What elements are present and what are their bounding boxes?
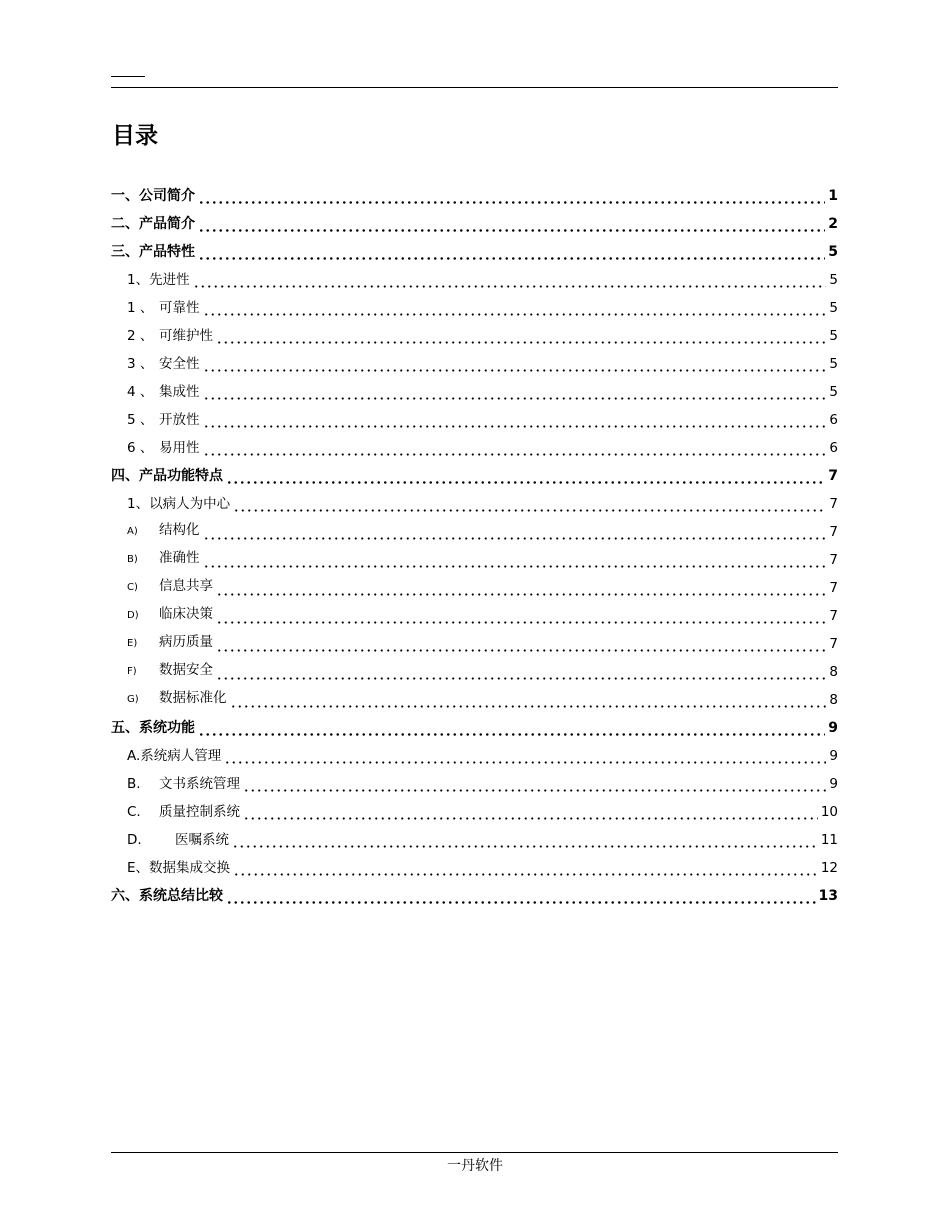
toc-entry[interactable] [111,294,838,322]
toc-entry-label [127,572,213,602]
table-of-contents [111,182,838,910]
toc-entry-marker: G) [127,694,139,705]
toc-dot-leader [198,714,825,742]
toc-entry-marker: B) [127,554,138,565]
toc-page-number: 6 [829,440,838,456]
toc-entry[interactable] [111,714,838,742]
toc-entry[interactable] [111,658,838,686]
toc-entry-label [111,714,195,742]
toc-entry-label [111,238,195,266]
toc-entry-marker: D. [127,832,142,848]
toc-page-number: 2 [828,216,838,232]
toc-entry-marker: E) [127,638,138,649]
toc-dot-leader [203,294,827,322]
toc-entry-label [127,516,200,546]
toc-entry-marker: C) [127,582,138,593]
toc-entry-label [127,434,200,462]
toc-page-number: 5 [829,384,838,400]
toc-dot-leader [233,854,818,882]
toc-entry[interactable] [111,882,838,910]
toc-entry-marker: 3 、 [127,356,154,372]
toc-entry[interactable] [111,798,838,826]
toc-page-number: 7 [829,608,838,624]
toc-entry-marker: A) [127,526,138,537]
toc-entry-label [127,322,213,350]
toc-dot-leader [243,770,826,798]
toc-entry-text: 二、产品简介 [111,216,195,232]
footer-company-name: 一丹软件 [447,1158,503,1174]
toc-page-number: 1 [828,188,838,204]
toc-entry[interactable] [111,378,838,406]
page-title: 目录 [112,123,158,149]
toc-dot-leader [203,406,827,434]
toc-page-number: 5 [829,300,838,316]
toc-page-number: 7 [829,552,838,568]
toc-entry[interactable] [111,406,838,434]
toc-entry-label [127,600,213,630]
toc-entry-marker: 6 、 [127,440,154,456]
toc-entry[interactable] [111,854,838,882]
toc-entry-marker: 2 、 [127,328,154,344]
toc-dot-leader [203,434,827,462]
toc-entry[interactable] [111,462,838,490]
toc-entry-text: 可靠性 [159,300,200,316]
toc-entry-label [127,266,190,294]
toc-entry[interactable] [111,546,838,574]
toc-page-number: 6 [829,412,838,428]
toc-page-number: 9 [829,776,838,792]
toc-entry-marker: 1 、 [127,300,154,316]
toc-entry-text: 五、系统功能 [111,720,195,736]
toc-entry-text: 医嘱系统 [175,832,229,848]
toc-entry-label [127,854,230,882]
toc-entry[interactable] [111,630,838,658]
toc-entry-label [127,350,200,378]
toc-entry-text: 临床决策 [159,606,213,622]
toc-dot-leader [216,630,826,658]
toc-entry-text: 信息共享 [159,578,213,594]
toc-dot-leader [216,602,826,630]
toc-page-number: 7 [829,636,838,652]
toc-entry[interactable] [111,602,838,630]
toc-dot-leader [226,882,816,910]
toc-entry[interactable] [111,210,838,238]
toc-page-number: 5 [829,272,838,288]
toc-entry-label [127,742,221,770]
toc-dot-leader [224,742,826,770]
toc-entry-label [127,406,200,434]
toc-entry-text: 集成性 [159,384,200,400]
toc-entry-label [127,544,200,574]
toc-entry-text: 质量控制系统 [159,804,240,820]
toc-entry[interactable] [111,434,838,462]
toc-entry-label [127,628,213,658]
toc-entry-text: 数据安全 [159,662,213,678]
toc-entry[interactable] [111,182,838,210]
toc-dot-leader [243,798,818,826]
toc-dot-leader [232,826,818,854]
toc-entry-label [127,684,227,714]
toc-page-number: 7 [828,468,838,484]
toc-entry-text: 1、先进性 [127,272,190,288]
toc-entry-text: 结构化 [159,522,200,538]
toc-entry-text: 文书系统管理 [159,776,240,792]
toc-entry-text: 1、以病人为中心 [127,496,231,512]
toc-page-number: 5 [829,328,838,344]
toc-entry-text: 四、产品功能特点 [111,468,223,484]
toc-dot-leader [203,378,827,406]
toc-entry[interactable] [111,518,838,546]
toc-page-number: 9 [828,720,838,736]
toc-dot-leader [226,462,825,490]
toc-entry[interactable] [111,826,838,854]
toc-entry[interactable] [111,322,838,350]
toc-dot-leader [216,658,826,686]
toc-dot-leader [198,182,825,210]
toc-entry-label [111,462,223,490]
toc-entry-text: 三、产品特性 [111,244,195,260]
toc-page-number: 8 [829,664,838,680]
toc-entry-label [127,826,229,854]
toc-entry-label [111,210,195,238]
toc-page-number: 7 [829,496,838,512]
toc-entry-marker: 4 、 [127,384,154,400]
toc-entry[interactable] [111,742,838,770]
toc-entry-label [127,656,213,686]
toc-dot-leader [203,546,827,574]
toc-entry-label [111,182,195,210]
toc-page-number: 13 [818,888,838,904]
toc-entry-marker: 5 、 [127,412,154,428]
toc-entry[interactable] [111,770,838,798]
toc-entry-text: 易用性 [159,440,200,456]
toc-entry-text: 病历质量 [159,634,213,650]
toc-dot-leader [216,322,826,350]
toc-page-number: 7 [829,524,838,540]
toc-dot-leader [203,518,827,546]
toc-dot-leader [230,686,827,714]
toc-entry[interactable] [111,238,838,266]
toc-entry-marker: D) [127,610,139,621]
toc-page-number: 10 [820,804,838,820]
toc-dot-leader [203,350,827,378]
toc-entry-text: 数据标准化 [159,690,227,706]
toc-entry-label [127,798,240,826]
toc-entry[interactable] [111,686,838,714]
toc-dot-leader [216,574,826,602]
toc-entry-marker: F) [127,666,137,677]
toc-entry-text: 可维护性 [159,328,213,344]
toc-entry-marker: C. [127,804,141,820]
header-rule [111,87,838,88]
toc-page-number: 12 [820,860,838,876]
toc-dot-leader [198,238,825,266]
footer-rule [111,1152,838,1153]
toc-entry-text: 安全性 [159,356,200,372]
toc-entry-text: 六、系统总结比较 [111,888,223,904]
toc-entry-text: 一、公司简介 [111,188,195,204]
toc-entry-label [127,294,200,322]
toc-entry[interactable] [111,574,838,602]
toc-entry-label [127,490,230,518]
toc-dot-leader [193,266,827,294]
toc-entry[interactable] [111,490,838,518]
toc-entry-text: E、数据集成交换 [127,860,231,876]
toc-dot-leader [233,490,826,518]
toc-entry[interactable] [111,350,838,378]
toc-entry[interactable] [111,266,838,294]
toc-page-number: 5 [829,356,838,372]
toc-entry-label [127,378,200,406]
toc-page-number: 11 [820,832,838,848]
toc-entry-label [127,770,240,798]
toc-page-number: 7 [829,580,838,596]
toc-entry-text: 准确性 [159,550,200,566]
toc-entry-text: A.系统病人管理 [127,748,222,764]
toc-page-number: 9 [829,748,838,764]
toc-entry-text: 开放性 [159,412,200,428]
toc-page-number: 5 [828,244,838,260]
toc-entry-label [111,882,223,910]
header-mark [111,76,145,77]
toc-page-number: 8 [829,692,838,708]
toc-entry-marker: B. [127,776,141,792]
toc-dot-leader [198,210,825,238]
